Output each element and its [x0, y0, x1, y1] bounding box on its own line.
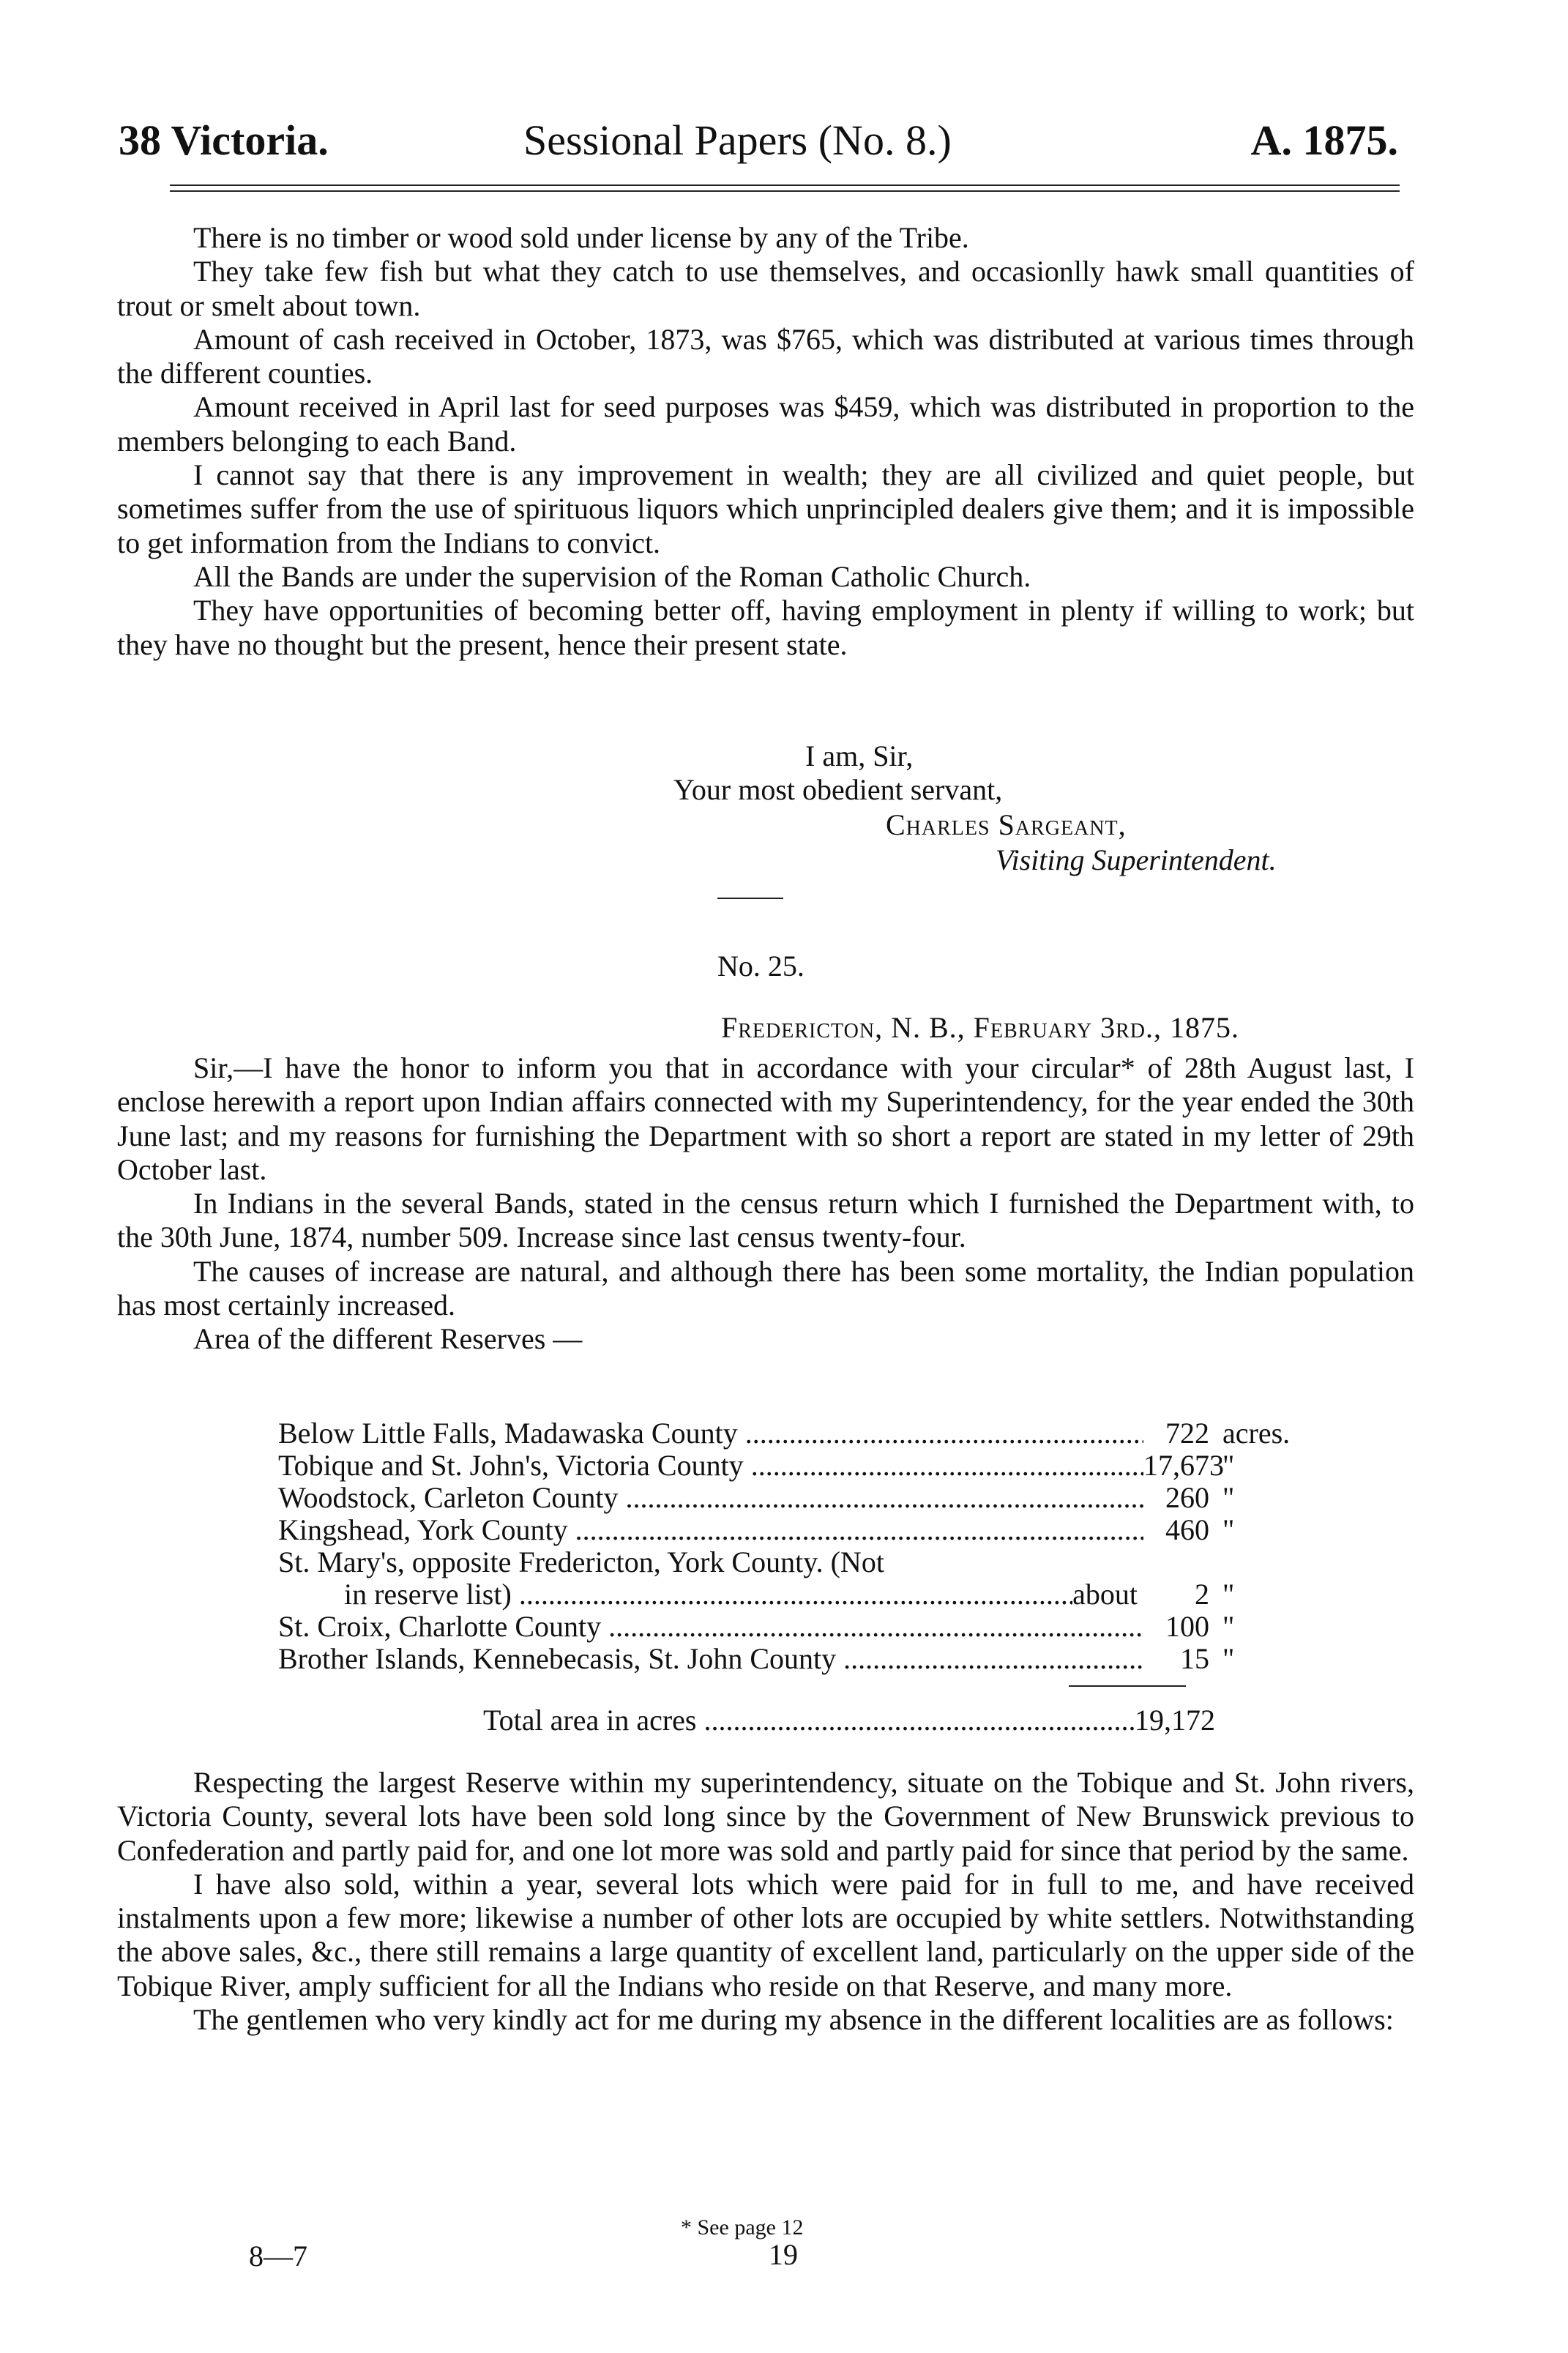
closing: I am, Sir, — [805, 739, 914, 772]
header-rule — [170, 184, 1400, 186]
paragraph: The causes of increase are natural, and although there has been some mortality, the Indian population has most certainly increased. — [117, 1254, 1414, 1322]
total-label: Total area in acres ..... — [483, 1704, 1135, 1737]
paragraph: They take few fish but what they catch to use themselves, and occasionlly hawk small quantities of trout or smelt about town. — [117, 255, 1414, 322]
paragraph: They have opportunities of becoming better off, having employment in plenty if willing to work; but they have no thought but the present, hence their present state. — [117, 594, 1414, 661]
table-row: St. Mary's, opposite Fredericton, York County. (Not — [278, 1546, 884, 1578]
table-row: in reserve list) ..... about 2 " — [278, 1578, 1296, 1611]
paragraph: Area of the different Reserves — — [193, 1322, 583, 1356]
table-row: Kingshead, York County ..... 460 " — [278, 1514, 1296, 1546]
table-row: St. Croix, Charlotte County ..... 100 " — [278, 1611, 1296, 1643]
paragraph: Respecting the largest Reserve within my superintendency, situate on the Tobique and St. John rivers, Victoria County, several lots have been sold long since by the Government of New Brunswick previous to Confederation and partly paid for, and one lot more was sold and partly paid for since that period by the same. — [117, 1766, 1414, 1867]
paragraph: The gentlemen who very kindly act for me during my absence in the different localities are as follows: — [193, 2003, 1394, 2037]
closing-servant: Your most obedient servant, — [673, 773, 1003, 806]
paragraph: There is no timber or wood sold under license by any of the Tribe. — [193, 221, 969, 254]
signatory-title: Visiting Superintendent. — [996, 843, 1277, 876]
total-rule — [1069, 1685, 1186, 1687]
header-year: A. 1875. — [1250, 116, 1398, 164]
table-row: Woodstock, Carleton County ..... 260 " — [278, 1482, 1296, 1514]
paragraph: I cannot say that there is any improvement in wealth; they are all civilized and quiet people, but sometimes suffer from the use of spirituous liquors which unprincipled dealers give them; and it is impossible to get information from the Indians to convict. — [117, 458, 1414, 559]
reserves-table — [278, 1417, 1296, 1675]
paragraph: All the Bands are under the supervision of the Roman Catholic Church. — [193, 559, 1031, 593]
footer-signature-mark: 8—7 — [249, 2240, 307, 2272]
header-rule-thin — [170, 190, 1400, 192]
paragraph: Amount received in April last for seed purposes was $459, which was distributed in proportion to the members belonging to each Band. — [117, 390, 1414, 458]
report-body-top — [117, 221, 1414, 662]
table-row: Tobique and St. John's, Victoria County ..... 17,673 " — [278, 1450, 1296, 1482]
paragraph: Sir,—I have the honor to inform you that in accordance with your circular* of 28th August last, I enclose herewith a report upon Indian affairs connected with my Superintendency, for the year ended the 30th June last; and my reasons for furnishing the Department with so short a report are stated in my letter of 29th October last. — [117, 1051, 1414, 1186]
header-volume: 38 Victoria. — [119, 116, 329, 164]
paragraph: Amount of cash received in October, 1873, was $765, which was distributed at various times through the different counties. — [117, 322, 1414, 390]
letter-place-date: Fredericton, N. B., February 3rd., 1875. — [721, 1011, 1240, 1044]
header-title: Sessional Papers (No. 8.) — [523, 116, 952, 164]
letter-number: No. 25. — [717, 950, 804, 982]
table-row: Brother Islands, Kennebecasis, St. John County ..... 15 " — [278, 1643, 1296, 1675]
total-row — [483, 1704, 1215, 1737]
table-row: Below Little Falls, Madawaska County ..... 722 acres. — [278, 1417, 1296, 1450]
total-value: 19,172 — [1135, 1704, 1215, 1737]
footnote: * See page 12 — [681, 2215, 804, 2240]
letter-body — [117, 1051, 1414, 1357]
page-number: 19 — [769, 2238, 798, 2271]
section-divider — [717, 898, 783, 899]
paragraph: I have also sold, within a year, several lots which were paid for in full to me, and have received instalments upon a few more; likewise a number of other lots are occupied by white settlers. Notwithstanding the above sales, &c., there still remains a large quantity of excellent land, particularly on the upper side of the Tobique River, amply sufficient for all the Indians who reside on that Reserve, and many more. — [117, 1867, 1414, 2002]
letter-body-continued — [117, 1766, 1414, 2037]
paragraph: In Indians in the several Bands, stated in the census return which I furnished the Department with, to the 30th June, 1874, number 509. Increase since last census twenty-four. — [117, 1187, 1414, 1254]
signatory-name: Charles Sargeant, — [886, 808, 1127, 841]
